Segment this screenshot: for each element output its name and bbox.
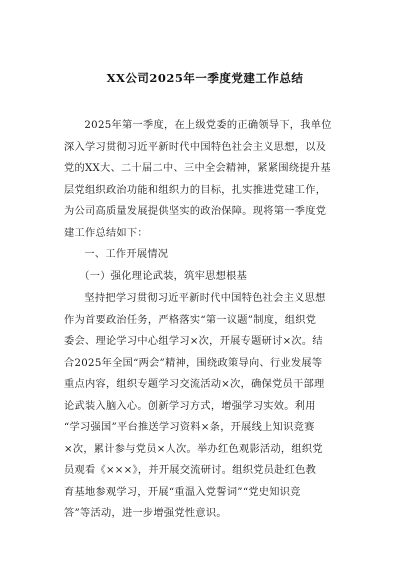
intro-line: 层党组织政治功能和组织力的目标，扎实推进党建工作， [64,184,327,196]
section-heading: 一、工作开展情况 [84,249,169,260]
section-line: 员观看《×××》，并开展交流研讨。组织党员赴红色教 [64,465,317,476]
section-line: “学习强国”平台推送学习资料×条，开展线上知识竞赛 [64,422,315,433]
intro-line: 2025年第一季度，在上级党委的正确领导下，我单位 [84,120,332,131]
intro-line: 深入学习贯彻习近平新时代中国特色社会主义思想，以及 [64,141,327,153]
document-title: XX公司2025年一季度党建工作总结 [106,71,304,85]
intro-paragraph [64,115,344,244]
intro-line: 为公司高质量发展提供坚实的政治保障。现将第一季度党 [64,206,327,217]
section-line: 答”等活动，进一步增强党性意识。 [64,508,227,519]
section-line: 委会、理论学习中心组学习×次，开展专题研讨×次。结 [64,336,323,347]
section-line: ×次，累计参与党员×人次。举办红色观影活动，组织党 [64,443,323,455]
section-line: 论武装入脑入心。创新学习方式，增强学习实效。利用 [64,400,316,412]
section-headings [64,244,344,287]
section-line: 坚持把学习贯彻习近平新时代中国特色社会主义思想 [84,293,326,304]
section-line: 合2025年全国“两会”精神，围绕政策导向、行业发展等 [64,357,323,369]
intro-line: 建工作总结如下： [64,227,148,239]
section-paragraph [64,288,344,525]
subsection-heading: （一）强化理论武装，筑牢思想根基 [79,270,248,282]
section-line: 重点内容，组织专题学习交流活动×次，确保党员干部理 [64,379,325,390]
section-line: 育基地参观学习，开展“重温入党誓词”“党史知识竞 [64,486,301,498]
intro-line: 党的XX大、二十届二中、三中全会精神，紧紧围绕提升基 [64,163,331,174]
section-line: 作为首要政治任务，严格落实“第一议题”制度，组织党 [64,314,317,326]
